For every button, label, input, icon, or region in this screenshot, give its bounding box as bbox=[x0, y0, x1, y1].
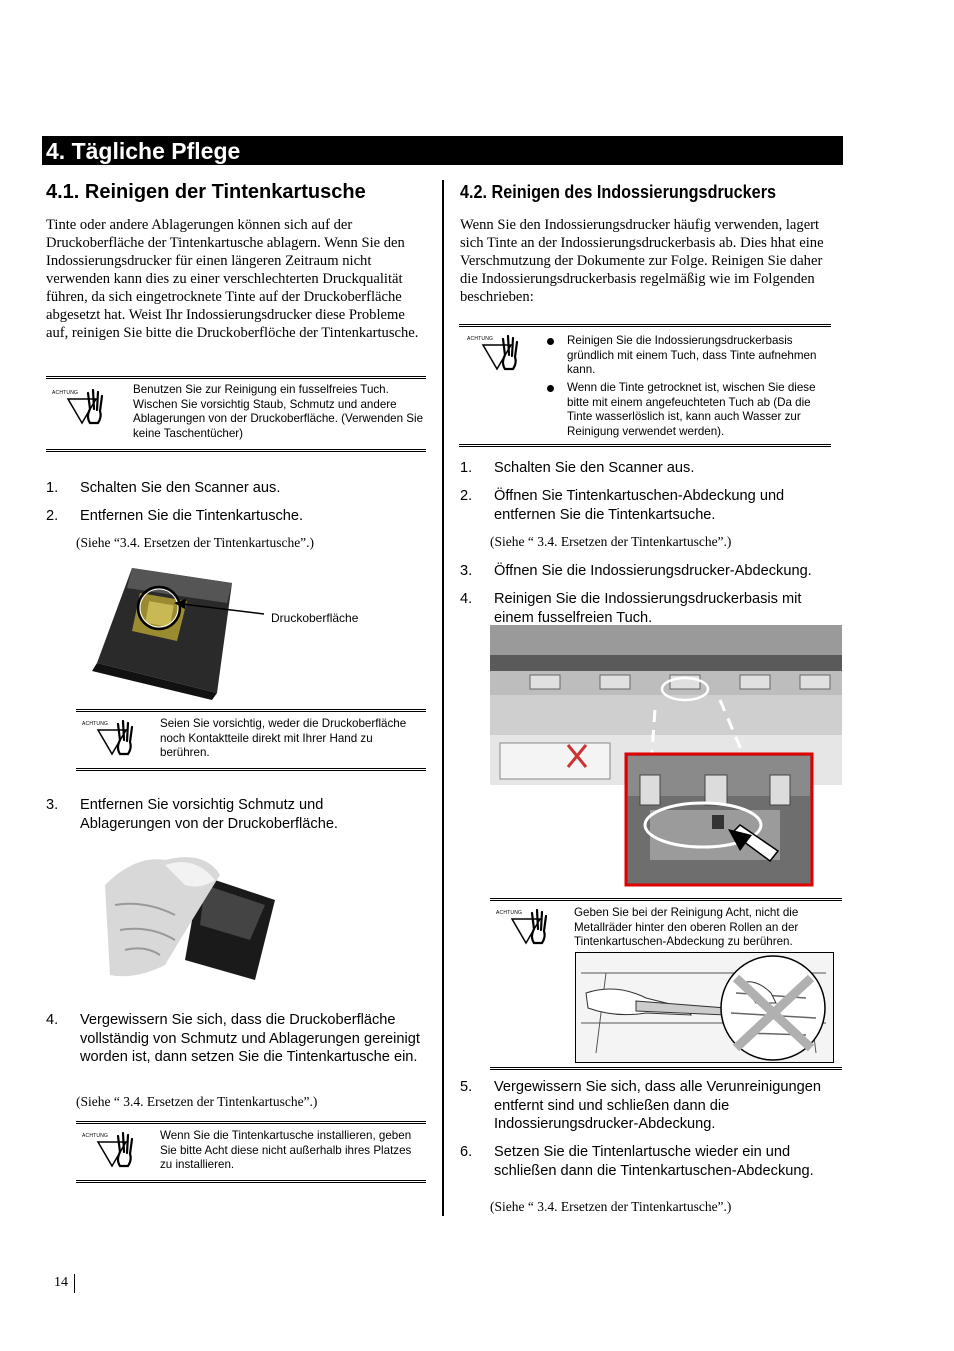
printer-base-photo bbox=[490, 625, 842, 887]
cross-reference: (Siehe “ 3.4. Ersetzen der Tintenkartusche”.) bbox=[490, 534, 732, 549]
step-item: 3. Öffnen Sie die Indossierungsdrucker-Abdeckung. bbox=[460, 563, 812, 579]
cross-reference: (Siehe “ 3.4. Ersetzen der Tintenkartusche”.) bbox=[490, 1199, 732, 1214]
caution-hand-icon: ACHTUNG bbox=[52, 387, 110, 427]
section-heading-4-2: 4.2. Reinigen des Indossierungsdruckers bbox=[460, 182, 777, 202]
caution-note-2: ACHTUNG Seien Sie vorsichtig, weder die Druckoberfläche noch Kontaktteile direkt mit Ihrer Hand zu berühren. bbox=[76, 709, 426, 771]
step-item: 3. Entfernen Sie vorsichtig Schmutz und Ablagerungen von der Druckoberfläche. bbox=[46, 797, 338, 832]
figure-label: Druckoberfläche bbox=[271, 611, 359, 625]
step-item: 2. Entfernen Sie die Tintenkartusche. bbox=[46, 508, 304, 524]
chapter-title: 4. Tägliche Pflege bbox=[46, 138, 241, 164]
bullet-item: Reinigen Sie die Indossierungsdruckerbasis gründlich mit einem Tuch, dass Tinte aufnehmen kann. bbox=[547, 334, 827, 384]
caution-note-metal-wheels: ACHTUNG Geben Sie bei der Reinigung Acht, nicht die Metallräder hinter den oberen Rollen an der Tintenkartuschen-Abdeckung zu berühren. bbox=[490, 898, 842, 1070]
ink-cartridge-photo bbox=[92, 563, 242, 700]
pointer-arrow bbox=[172, 590, 267, 620]
caution-hand-icon: ACHTUNG bbox=[82, 718, 140, 758]
step-item: 4. Vergewissern Sie sich, dass die Druckoberfläche vollständig von Schmutz und Ablagerungen gereinigt worden ist, dann setzen Sie die Tintenkartusche ein. bbox=[46, 1012, 420, 1065]
cross-reference: (Siehe “ 3.4. Ersetzen der Tintenkartusche”.) bbox=[76, 1094, 318, 1109]
step-item: 1. Schalten Sie den Scanner aus. bbox=[46, 480, 281, 496]
step-item: 4. Reinigen Sie die Indossierungsdruckerbasis mit einem fusselfreien Tuch. bbox=[460, 591, 802, 626]
caution-hand-icon: ACHTUNG bbox=[496, 907, 554, 947]
caution-hand-icon: ACHTUNG bbox=[467, 333, 525, 373]
column-divider bbox=[442, 180, 444, 1216]
section-heading-4-1: 4.1. Reinigen der Tintenkartusche bbox=[46, 181, 366, 203]
page-number: 14 bbox=[54, 1275, 68, 1290]
bullet-item: Wenn die Tinte getrocknet ist, wischen Sie diese bitte mit einem angefeuchteten Tuch ab (Da die Tinte wasserlöslich ist, kann auch Wasser zur Reinigung verwendet werden). bbox=[547, 381, 827, 441]
cleaning-cloth-photo bbox=[105, 845, 280, 985]
caution-note-1: ACHTUNG Benutzen Sie zur Reinigung ein fusselfreies Tuch. Wischen Sie vorsichtig Staub, Schmutz und andere Ablagerungen von der Druckoberfläche. (Verwenden Sie keine Taschentücher) bbox=[46, 376, 426, 452]
caution-note-bullets bbox=[459, 324, 831, 447]
step-item: 5. Vergewissern Sie sich, dass alle Verunreinigungen entfernt sind und schließen dann die Indossierungsdrucker-Abdeckung. bbox=[460, 1079, 821, 1132]
caution-note-3: ACHTUNG Wenn Sie die Tintenkartusche installieren, geben Sie bitte Acht diese nicht außerhalb ihres Platzes zu installieren. bbox=[76, 1121, 426, 1183]
section-intro-4-2: Wenn Sie den Indossierungsdrucker häufig verwenden, lagert sich Tinte an der Indossierungsdruckerbasis ab. Dies hhat eine Verschmutzung der Dokumente zur Folge. Reinigen Sie daher die Indossierungsdruckerbasis regelmäßig wie im Folgenden beschrieben: bbox=[460, 217, 824, 305]
step-item: 2. Öffnen Sie Tintenkartuschen-Abdeckung und entfernen Sie die Tintenkartsuche. bbox=[460, 488, 785, 523]
section-intro-4-1: Tinte oder andere Ablagerungen können sich auf der Druckoberfläche der Tintenkartusche ablagern. Wenn Sie den Indossierungsdrucker für einen längeren Zeitraum nicht verwenden kann dies zu einer verschlechterten Druckqualität führen, da sich eingetrocknete Tinte auf der Druckoberfläche abgesetzt hat. Weist Ihr Indossierungsdrucker diese Probleme auf, reinigen Sie bitte die Druckoberflöche der Tintenkartusche. bbox=[46, 217, 419, 341]
step-item: 1. Schalten Sie den Scanner aus. bbox=[460, 460, 695, 476]
page-number-rule bbox=[74, 1274, 75, 1293]
cross-reference: (Siehe “3.4. Ersetzen der Tintenkartusche”.) bbox=[76, 535, 315, 550]
caution-hand-icon: ACHTUNG bbox=[82, 1130, 140, 1170]
step-item: 6. Setzen Sie die Tintenlartusche wieder ein und schließen dann die Tintenkartuschen-Abdeckung. bbox=[460, 1144, 814, 1179]
metal-wheels-photo bbox=[575, 952, 834, 1063]
